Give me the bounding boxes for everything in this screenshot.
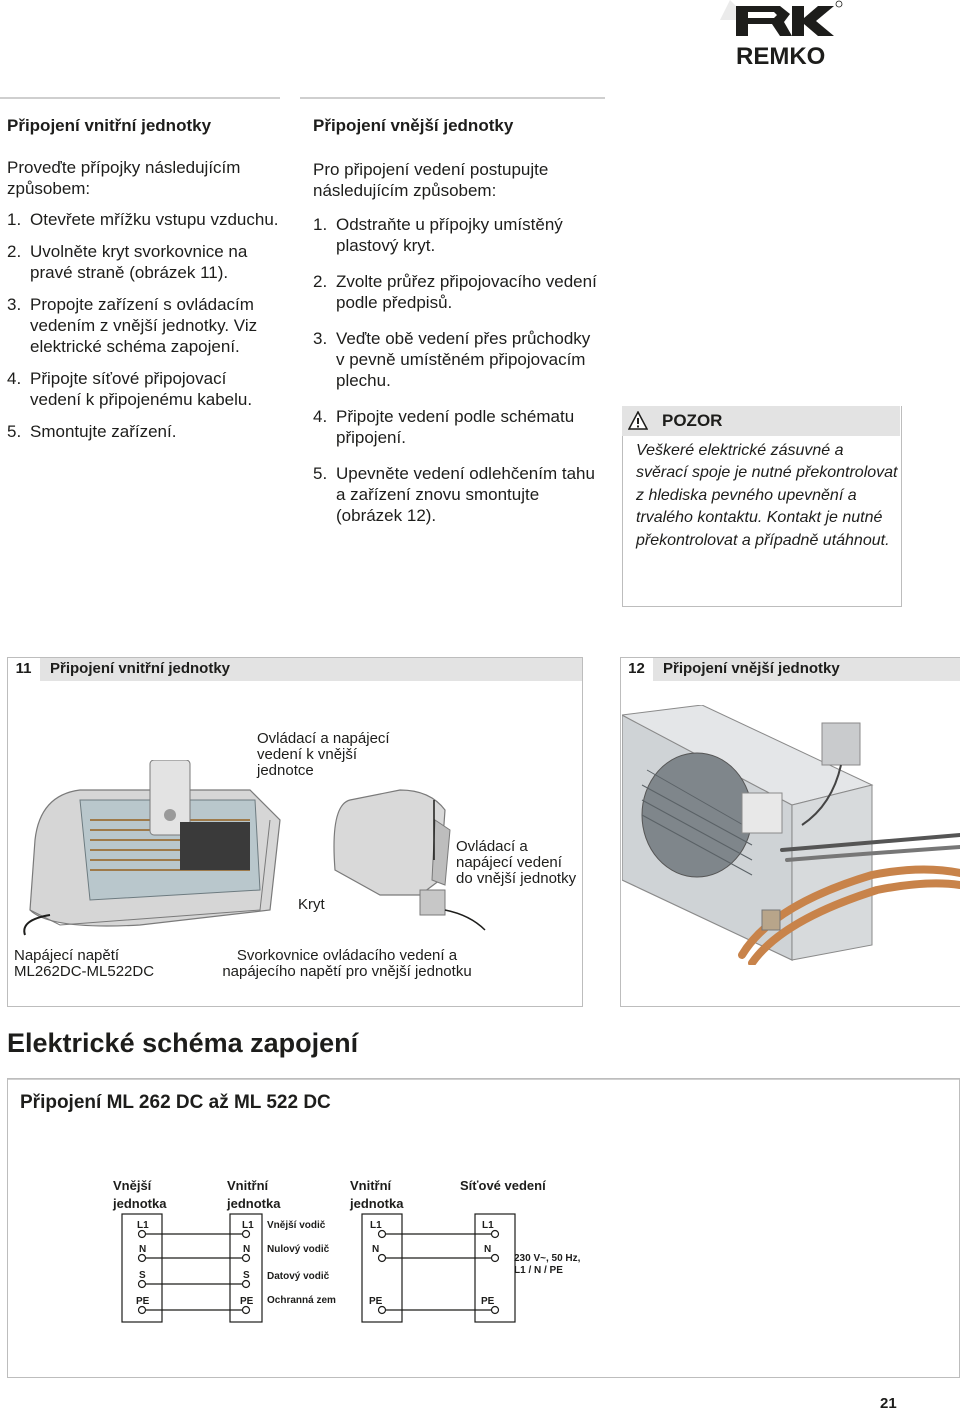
list-item: 4. Připojte vedení podle schématu připojení. xyxy=(313,407,575,447)
list-item: 2. Zvolte průřez připojovacího vedení podle předpisů. xyxy=(313,272,597,312)
wire-description: Vnější vodič xyxy=(267,1220,326,1231)
wire-description: Datový vodič xyxy=(267,1271,330,1282)
page-number: 21 xyxy=(880,1395,897,1412)
middle-heading: Připojení vnější jednotky xyxy=(313,116,514,135)
wiring-col-outdoor: Vnější jednotka xyxy=(113,1178,167,1211)
supply-note: 230 V~, 50 Hz, L1 / N / PE xyxy=(514,1253,581,1276)
label-control-out: Ovládací a napájecí vedení do vnější jednotky xyxy=(456,838,577,887)
terminal-label: S xyxy=(243,1270,250,1281)
label-terminal-block: Svorkovnice ovládacího vedení a napájecího napětí pro vnější jednotku xyxy=(222,947,472,980)
left-steps xyxy=(7,209,282,442)
wiring-col-indoor-a: Vnitřní jednotka xyxy=(227,1178,281,1211)
label-control-line: Ovládací a napájecí vedení k vnější jednotce xyxy=(257,730,390,779)
terminal-label: PE xyxy=(136,1296,150,1307)
warning-icon xyxy=(628,411,648,436)
list-item: 3. Veďte obě vedení přes průchodky v pevně umístěném připojovacím plechu. xyxy=(313,329,591,390)
list-item: 2. Uvolněte kryt svorkovnice na pravé straně (obrázek 11). xyxy=(7,242,248,282)
wire-description: Nulový vodič xyxy=(267,1244,330,1255)
terminal-label: N xyxy=(139,1244,147,1255)
terminal-label: L1 xyxy=(370,1220,382,1231)
left-intro: Proveďte přípojky následujícím způsobem: xyxy=(7,158,241,198)
list-item: 3. Propojte zařízení s ovládacím vedením z vnější jednotky. Viz elektrické schéma zapojení. xyxy=(7,295,258,356)
warning-header xyxy=(622,406,900,436)
indoor-unit-illustration xyxy=(20,760,500,940)
rule-middle xyxy=(300,97,605,99)
middle-column xyxy=(313,116,603,541)
terminal-label: L1 xyxy=(137,1220,149,1231)
left-column xyxy=(7,116,282,453)
terminal-label: L1 xyxy=(242,1220,254,1231)
figure12-frame xyxy=(620,657,960,1007)
brand-text: REMKO xyxy=(736,43,826,70)
rule-left xyxy=(0,97,280,99)
wire-description: Ochranná zem xyxy=(267,1295,336,1306)
middle-steps xyxy=(313,214,603,526)
terminal-label: N xyxy=(484,1244,492,1255)
figure11-title: Připojení vnitřní jednotky xyxy=(50,660,231,677)
terminal-label: PE xyxy=(481,1296,495,1307)
list-item: 4. Připojte síťové připojovací vedení k připojenému kabelu. xyxy=(7,369,253,409)
list-item: 1. Odstraňte u přípojky umístěný plastový kryt. xyxy=(313,215,563,255)
wiring-col-indoor-b: Vnitřní jednotka xyxy=(350,1178,404,1211)
figure11-number: 11 xyxy=(15,660,32,677)
terminal-label: N xyxy=(243,1244,251,1255)
warning-text: Veškeré elektrické zásuvné a svěrací spoje je nutné překontrolovat z hlediska pevného upevnění a trvalého kontaktu. Kontakt je nutné překontrolovat a případně utáhnout. xyxy=(636,442,898,549)
list-item: 5. Smontujte zařízení. xyxy=(7,422,177,441)
terminal-label: PE xyxy=(369,1296,383,1307)
remko-logo xyxy=(700,0,960,72)
brand-label xyxy=(736,42,836,43)
left-heading: Připojení vnitřní jednotky xyxy=(7,116,212,135)
list-item: 5. Upevněte vedení odlehčením tahu a zařízení znovu smontujte (obrázek 12). xyxy=(313,464,595,525)
section-title: Elektrické schéma zapojení xyxy=(7,1028,359,1058)
section-subtitle: Připojení ML 262 DC až ML 522 DC xyxy=(20,1092,331,1113)
middle-intro: Pro připojení vedení postupujte následujícím způsobem: xyxy=(313,160,549,200)
terminal-label: S xyxy=(139,1270,146,1281)
label-cover: Kryt xyxy=(298,896,325,913)
terminal-label: PE xyxy=(240,1296,254,1307)
wiring-col-mains: Síťové vedení xyxy=(460,1178,546,1193)
list-item: 1. Otevřete mřížku vstupu vzduchu. xyxy=(7,210,279,229)
figure12-title: Připojení vnější jednotky xyxy=(663,660,840,677)
terminal-label: N xyxy=(372,1244,380,1255)
figure12-number: 12 xyxy=(628,660,645,677)
warning-title: POZOR xyxy=(662,411,723,430)
terminal-label: L1 xyxy=(482,1220,494,1231)
label-supply-voltage: Napájecí napětí ML262DC-ML522DC xyxy=(14,947,155,980)
